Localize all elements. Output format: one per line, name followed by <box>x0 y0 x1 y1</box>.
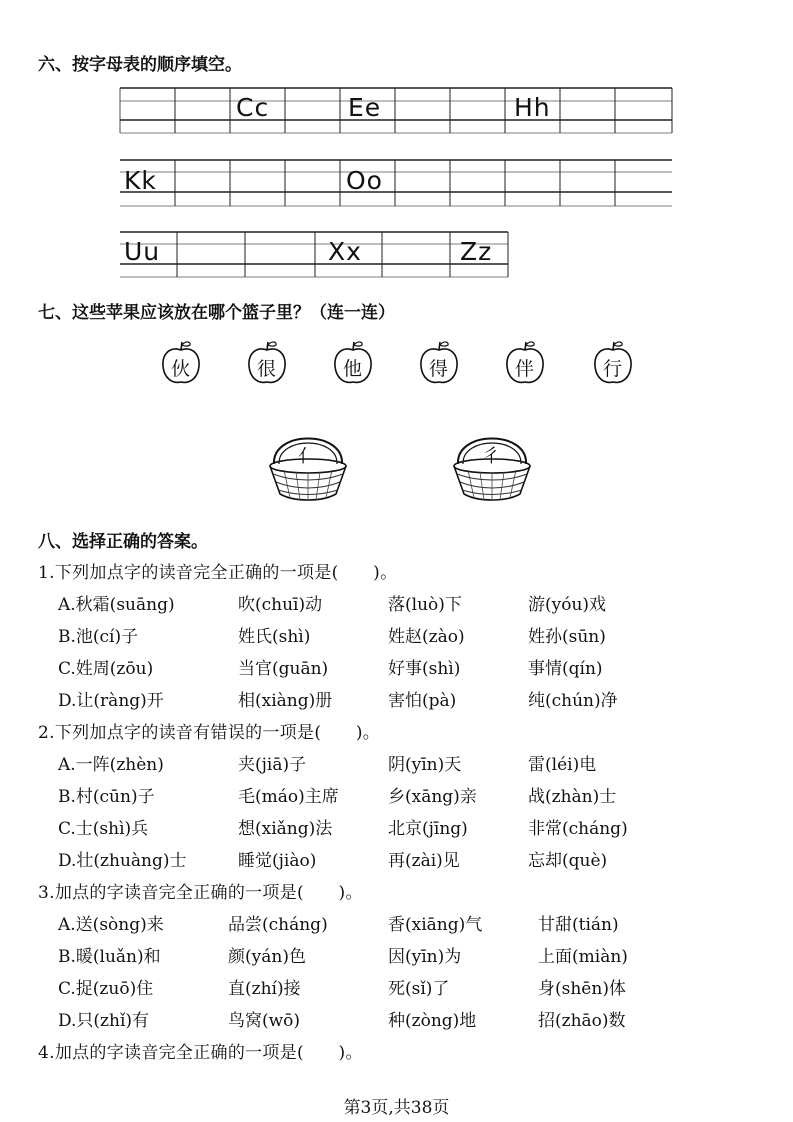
q1-option-c-4: 事情(qín) <box>528 659 603 679</box>
q1-option-d-3: 害怕(pà) <box>388 691 457 711</box>
q3-option-a-4: 甘甜(tián) <box>538 915 619 935</box>
q1-option-a[interactable]: A.秋霜(suāng) <box>58 595 175 615</box>
q2-option-b-3: 乡(xāng)亲 <box>388 787 477 807</box>
letter-ee: Ee <box>348 93 382 122</box>
q1-option-a-2: 吹(chuī)动 <box>238 595 323 615</box>
letter-cc: Cc <box>236 93 270 122</box>
q3-option-c-4: 身(shēn)体 <box>538 979 626 999</box>
basket-2[interactable] <box>448 420 536 504</box>
q2-option-d-2: 睡觉(jiào) <box>238 851 317 871</box>
apple-4[interactable] <box>418 340 460 386</box>
q1-option-a-3: 落(luò)下 <box>388 595 462 615</box>
q1-option-b-4: 姓孙(sūn) <box>528 627 606 647</box>
q3-option-d-4: 招(zhāo)数 <box>538 1011 626 1031</box>
section7-title: 七、这些苹果应该放在哪个篮子里？（连一连） <box>38 303 395 323</box>
apple-char: 行 <box>603 358 623 380</box>
q3-option-b-2: 颜(yán)色 <box>228 947 306 967</box>
letter-oo: Oo <box>346 166 383 195</box>
apple-1[interactable] <box>160 340 202 386</box>
q2-option-c[interactable]: C.士(shì)兵 <box>58 819 149 839</box>
apple-char: 得 <box>429 358 449 380</box>
q1-option-c-2: 当官(guān) <box>238 659 329 679</box>
basket-1[interactable] <box>264 420 352 504</box>
letter-uu: Uu <box>124 237 161 266</box>
q2-option-b-4: 战(zhàn)士 <box>528 787 617 807</box>
apple-char: 伴 <box>515 358 535 380</box>
q3-option-d-2: 鸟窝(wō) <box>228 1011 301 1031</box>
apple-5[interactable] <box>504 340 546 386</box>
q2-option-d-4: 忘却(què) <box>528 851 608 871</box>
question-2-stem: 2.下列加点字的读音有错误的一项是( )。 <box>38 723 381 743</box>
q3-option-a-2: 品尝(cháng) <box>228 915 328 935</box>
q2-option-c-2: 想(xiǎng)法 <box>238 819 333 839</box>
apple-char: 伙 <box>171 358 191 380</box>
q3-option-c-3: 死(sǐ)了 <box>388 979 450 999</box>
q3-option-b-4: 上面(miàn) <box>538 947 628 967</box>
question-3-stem: 3.加点的字读音完全正确的一项是( )。 <box>38 883 363 903</box>
q3-option-a-3: 香(xiāng)气 <box>388 915 483 935</box>
section8-title: 八、选择正确的答案。 <box>38 532 208 552</box>
letter-hh: Hh <box>514 93 551 122</box>
q2-option-b[interactable]: B.村(cūn)子 <box>58 787 155 807</box>
q1-option-b-3: 姓赵(zào) <box>388 627 465 647</box>
q3-option-b[interactable]: B.暖(luǎn)和 <box>58 947 161 967</box>
apple-char: 他 <box>343 358 363 380</box>
section6-title: 六、按字母表的顺序填空。 <box>38 55 242 75</box>
letter-kk: Kk <box>124 166 157 195</box>
letter-zz: Zz <box>460 237 493 266</box>
letter-xx: Xx <box>328 237 362 266</box>
page-footer: 第3页,共38页 <box>343 1098 450 1118</box>
q1-option-b-2: 姓氏(shì) <box>238 627 311 647</box>
q2-option-b-2: 毛(máo)主席 <box>238 787 339 807</box>
basket-radical: 亻 <box>298 446 316 467</box>
q1-option-c-3: 好事(shì) <box>388 659 461 679</box>
four-line-grid <box>0 0 793 300</box>
q1-option-d-2: 相(xiàng)册 <box>238 691 333 711</box>
apple-3[interactable] <box>332 340 374 386</box>
q2-option-a-2: 夹(jiā)子 <box>238 755 307 775</box>
q2-option-d[interactable]: D.壮(zhuàng)士 <box>58 851 187 871</box>
q2-option-c-4: 非常(cháng) <box>528 819 628 839</box>
q2-option-a[interactable]: A.一阵(zhèn) <box>58 755 164 775</box>
q3-option-b-3: 因(yīn)为 <box>388 947 462 967</box>
q1-option-a-4: 游(yóu)戏 <box>528 595 607 615</box>
basket-radical: 彳 <box>482 446 500 467</box>
q3-option-c[interactable]: C.捉(zuō)住 <box>58 979 154 999</box>
q1-option-d-4: 纯(chún)净 <box>528 691 618 711</box>
question-4-stem: 4.加点的字读音完全正确的一项是( )。 <box>38 1043 363 1063</box>
apple-6[interactable] <box>592 340 634 386</box>
q2-option-a-3: 阴(yīn)天 <box>388 755 462 775</box>
q3-option-d[interactable]: D.只(zhǐ)有 <box>58 1011 150 1031</box>
q2-option-a-4: 雷(léi)电 <box>528 755 597 775</box>
q1-option-b[interactable]: B.池(cí)子 <box>58 627 139 647</box>
apple-2[interactable] <box>246 340 288 386</box>
q3-option-d-3: 种(zòng)地 <box>388 1011 477 1031</box>
apple-char: 很 <box>257 358 277 380</box>
q3-option-c-2: 直(zhí)接 <box>228 979 301 999</box>
q3-option-a[interactable]: A.送(sòng)来 <box>58 915 164 935</box>
q1-option-d[interactable]: D.让(ràng)开 <box>58 691 164 711</box>
q2-option-c-3: 北京(jīng) <box>388 819 468 839</box>
q1-option-c[interactable]: C.姓周(zōu) <box>58 659 154 679</box>
question-1-stem: 1.下列加点字的读音完全正确的一项是( )。 <box>38 563 398 583</box>
q2-option-d-3: 再(zài)见 <box>388 851 460 871</box>
